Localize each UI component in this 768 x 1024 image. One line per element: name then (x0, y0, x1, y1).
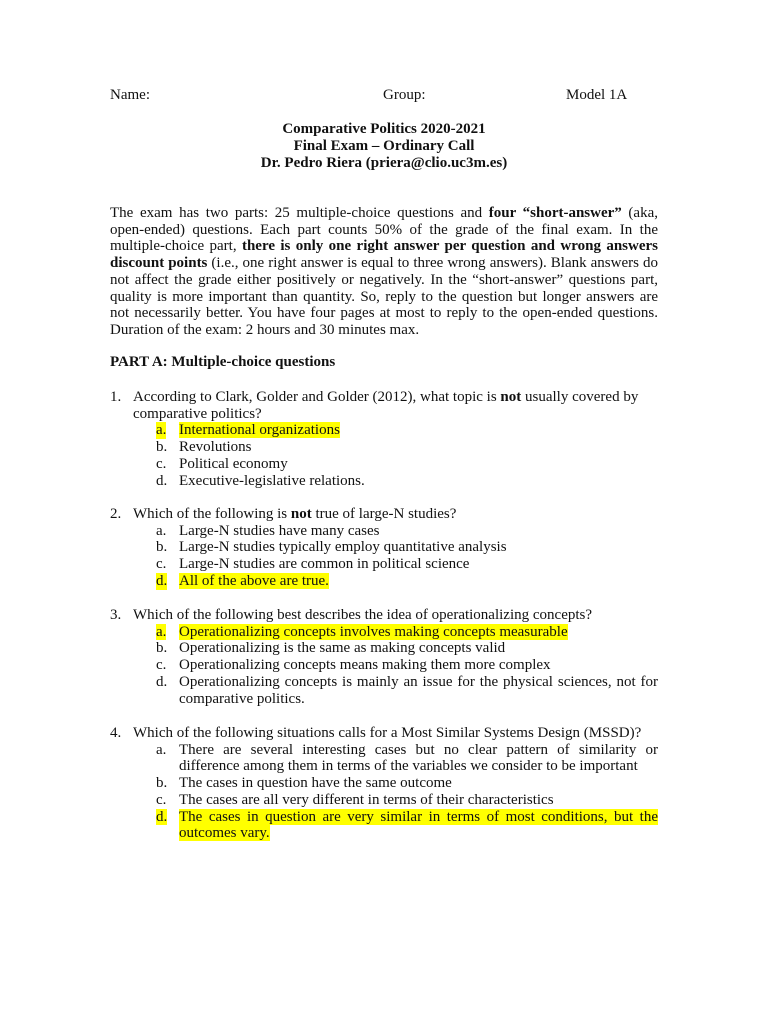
option-a (110, 422, 658, 439)
option-b (110, 439, 658, 456)
option-letter: b. (156, 775, 168, 792)
option-text: Large-N studies have many cases (179, 522, 380, 539)
option-text: All of the above are true. (179, 572, 329, 589)
option-c (110, 556, 658, 573)
part-a-heading: PART A: Multiple-choice questions (110, 354, 336, 370)
option-text: Operationalizing is the same as making concepts valid (179, 640, 506, 657)
intro-text-3: (i.e., one right answer is equal to three wrong answers). Blank answers do not affect the grade either positively or negatively. In the “short-answer” questions part, quality is more important than quantity. So, reply to the question but longer answers are not necessarily better. You have four pages at most to reply to the open-ended questions. Duration of the exam: 2 hours and 30 minutes max. (110, 255, 658, 338)
option-c (110, 657, 658, 674)
option-letter: a. (156, 522, 167, 539)
option-text: Operationalizing concepts is mainly an issue for the physical sciences, not for comparative politics. (179, 673, 658, 707)
option-letter: d. (156, 572, 168, 589)
option-a (110, 624, 658, 641)
option-d (110, 674, 658, 707)
option-letter: c. (156, 791, 167, 808)
question-number: 4. (110, 725, 122, 741)
option-text: There are several interesting cases but no clear pattern of similarity or difference among them in terms of the variables we consider to be important (179, 741, 658, 775)
question-stem (110, 607, 658, 624)
question-text: Which of the following situations calls for a Most Similar Systems Design (MSSD)? (133, 725, 642, 741)
option-letter: c. (156, 455, 167, 472)
option-text: Operationalizing concepts means making them more complex (179, 657, 551, 674)
option-text: Political economy (179, 455, 288, 472)
option-letter: a. (156, 422, 167, 439)
question-text-end: true of large-N studies? (311, 506, 457, 522)
question-number: 2. (110, 506, 122, 522)
option-text: Executive-legislative relations. (179, 472, 365, 489)
question-text: Which of the following is (133, 506, 291, 522)
model-label: Model 1A (566, 87, 628, 103)
option-d (110, 573, 658, 590)
intro-bold-2: there is only one right answer per question and wrong answers discount points (110, 238, 659, 272)
option-letter: c. (156, 556, 167, 573)
question-3 (110, 607, 658, 707)
option-list (110, 742, 658, 842)
option-text: Operationalizing concepts involves making concepts measurable (179, 623, 568, 640)
question-number: 1. (110, 389, 122, 405)
option-letter: a. (156, 623, 167, 640)
question-text: According to Clark, Golder and Golder (2012), what topic is (133, 389, 501, 405)
question-number: 3. (110, 607, 122, 623)
option-c (110, 456, 658, 473)
question-1 (110, 389, 658, 489)
header-row (0, 87, 768, 105)
option-letter: c. (156, 657, 167, 674)
question-text: Which of the following best describes the idea of operationalizing concepts? (133, 607, 593, 623)
instructor-line: Dr. Pedro Riera (priera@clio.uc3m.es) (260, 155, 508, 171)
option-text: The cases in question have the same outcome (179, 775, 452, 792)
instructions-paragraph (110, 205, 658, 339)
course-title: Comparative Politics 2020-2021 (282, 121, 486, 137)
option-b (110, 640, 658, 657)
option-a (110, 523, 658, 540)
option-list (110, 422, 658, 489)
option-text: Large-N studies are common in political science (179, 556, 470, 573)
option-d (110, 473, 658, 490)
exam-title: Final Exam – Ordinary Call (293, 138, 475, 154)
option-text: The cases in question are very similar in terms of most conditions, but the outcomes vary. (179, 808, 658, 842)
question-text-bold: not (500, 389, 522, 405)
title-block (0, 121, 768, 172)
name-label: Name: (110, 87, 150, 103)
option-a (110, 742, 658, 775)
option-letter: a. (156, 741, 167, 758)
option-text: International organizations (179, 422, 340, 439)
option-letter: b. (156, 640, 168, 657)
option-letter: d. (156, 808, 168, 825)
option-b (110, 539, 658, 556)
option-text: Large-N studies typically employ quantitative analysis (179, 539, 507, 556)
question-stem (110, 725, 658, 742)
option-d (110, 809, 658, 842)
option-letter: b. (156, 539, 168, 556)
question-4 (110, 725, 658, 842)
intro-text-2: (aka, open-ended) questions. Each part counts 50% of the grade of the final exam. In the multiple-choice part, (110, 205, 658, 255)
intro-bold-1: four “short-answer” (488, 205, 622, 221)
option-list (110, 624, 658, 708)
option-list (110, 523, 658, 590)
question-text-bold: not (290, 506, 312, 522)
option-text: Revolutions (179, 439, 252, 456)
option-letter: d. (156, 472, 168, 489)
intro-text-1: The exam has two parts: 25 multiple-choice questions and (110, 205, 489, 221)
group-label: Group: (383, 87, 426, 103)
question-stem (110, 389, 658, 422)
option-b (110, 775, 658, 792)
question-2 (110, 506, 658, 590)
option-letter: d. (156, 673, 168, 690)
question-stem (110, 506, 658, 523)
option-letter: b. (156, 439, 168, 456)
question-text-end: usually covered by comparative politics? (133, 389, 639, 422)
option-c (110, 792, 658, 809)
option-text: The cases are all very different in terms of their characteristics (179, 791, 554, 808)
